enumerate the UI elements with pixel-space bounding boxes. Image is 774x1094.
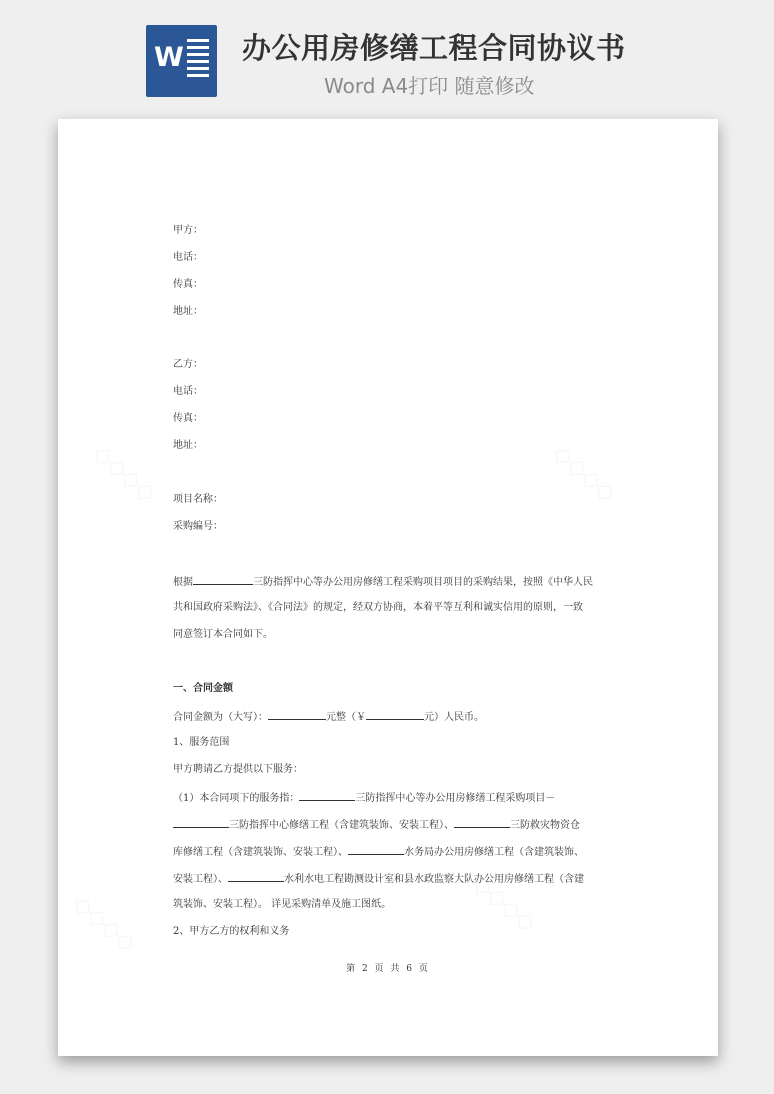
- watermark: [88, 439, 163, 508]
- party-a-phone: 电话：: [173, 252, 203, 263]
- party-b-address: 地址：: [173, 440, 203, 451]
- header: [0, 0, 774, 110]
- scope-line-2: 三防指挥中心修缮工程（含建筑装饰、安装工程）、 三防救灾物资仓: [173, 817, 580, 833]
- watermark: [548, 439, 623, 508]
- scope-line-1: （1）本合同项下的服务指： 三防指挥中心等办公用房修缮工程采购项目－: [173, 790, 555, 806]
- party-a-fax: 传真：: [173, 279, 203, 290]
- page-number: 第 2 页 共 6 页: [346, 964, 430, 974]
- watermark: [68, 889, 143, 958]
- party-b-fax: 传真：: [173, 413, 203, 424]
- party-a-address: 地址：: [173, 306, 203, 317]
- intro-line-2: 共和国政府采购法》、《合同法》的规定，经双方协商，本着平等互利和诚实信用的原则，一致: [173, 602, 583, 613]
- purchase-number: 采购编号：: [173, 521, 223, 532]
- logo-letter: W: [154, 42, 184, 73]
- scope-line-3: 库修缮工程（含建筑装饰、安装工程）、 水务局办公用房修缮工程（含建筑装饰、: [173, 844, 584, 860]
- item-1-text: 甲方聘请乙方提供以下服务：: [173, 764, 303, 775]
- word-logo-icon: [146, 25, 217, 97]
- project-name: 项目名称：: [173, 494, 223, 505]
- party-b-phone: 电话：: [173, 386, 203, 397]
- party-b-label: 乙方：: [173, 359, 203, 370]
- contract-amount: 合同金额为（大写）： 元整（￥ 元）人民币。: [173, 709, 484, 725]
- page-title: 办公用房修缮工程合同协议书: [242, 31, 626, 65]
- scope-line-5: 筑装饰、安装工程）。 详见采购清单及施工图纸。: [173, 899, 392, 910]
- logo-lines: [187, 39, 209, 83]
- intro-line-1: 根据 三防指挥中心等办公用房修缮工程采购项目项目的采购结果，按照《中华人民: [173, 574, 593, 590]
- page-subtitle: Word A4打印 随意修改: [324, 74, 535, 98]
- item-2-title: 2、甲方乙方的权利和义务: [173, 926, 290, 937]
- party-a-label: 甲方：: [173, 225, 203, 236]
- scope-line-4: 安装工程）、 水利水电工程勘测设计室和县水政监察大队办公用房修缮工程（含建: [173, 871, 584, 887]
- section-1-title: 一、合同金额: [173, 683, 233, 694]
- intro-line-3: 同意签订本合同如下。: [173, 629, 273, 640]
- item-1-title: 1、服务范围: [173, 737, 230, 748]
- document-page: [58, 119, 718, 1056]
